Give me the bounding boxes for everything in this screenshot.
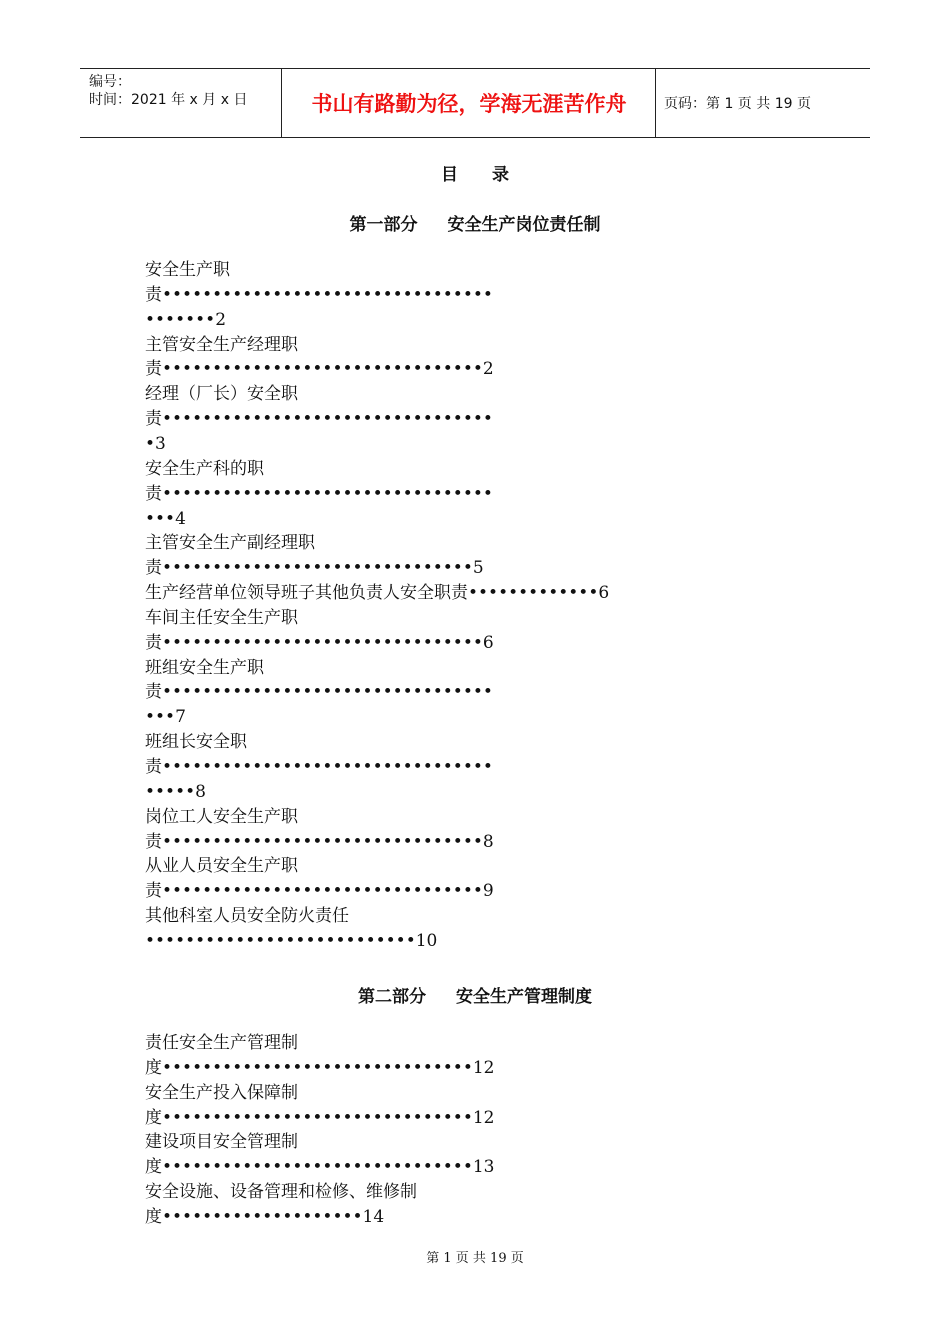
part-heading [0, 210, 950, 235]
toc-line: 度••••••••••••••••••••14 [145, 1206, 385, 1227]
toc-line: 责••••••••••••••••••••••••••••••••• [145, 409, 493, 430]
toc-line: 安全设施、设备管理和检修、维修制 [145, 1182, 417, 1203]
part-heading [0, 982, 950, 1007]
toc-line: •••••••2 [145, 309, 227, 330]
toc-line: •••7 [145, 707, 186, 728]
toc-line: 生产经营单位领导班子其他负责人安全职责•••••••••••••6 [145, 583, 610, 604]
toc-line: 班组安全生产职 [145, 657, 264, 678]
header-meta [89, 73, 247, 109]
toc-title: 目 录 [441, 165, 509, 185]
toc-line: 建设项目安全管理制 [145, 1132, 298, 1153]
part-label: 第一部分 [349, 215, 418, 235]
toc-line: 主管安全生产副经理职 [145, 533, 315, 554]
header-motto: 书山有路勤为径，学海无涯苦作舟 [311, 92, 627, 116]
toc-line: 安全生产投入保障制 [145, 1082, 298, 1103]
toc-line: 责任安全生产管理制 [145, 1033, 298, 1053]
toc-line: 责••••••••••••••••••••••••••••••••9 [145, 881, 494, 902]
document-header [80, 68, 870, 138]
toc-line: 责••••••••••••••••••••••••••••••••2 [145, 359, 494, 380]
toc-line: 责••••••••••••••••••••••••••••••••• [145, 682, 493, 703]
toc-line: 安全生产科的职 [145, 458, 264, 479]
toc-line: 责••••••••••••••••••••••••••••••••• [145, 284, 493, 305]
page-footer: 第 1 页 共 19 页 [426, 1251, 524, 1266]
number-label: 编号： [89, 74, 131, 90]
toc-line: 主管安全生产经理职 [145, 334, 298, 355]
part-label: 第二部分 [358, 987, 426, 1007]
toc-line: 车间主任安全生产职 [145, 607, 298, 628]
toc-line: 责••••••••••••••••••••••••••••••••• [145, 483, 493, 504]
header-page-info: 页码：第 1 页 共 19 页 [664, 96, 811, 112]
toc-line: 经理（厂长）安全职 [145, 384, 298, 405]
time-label: 时间：2021 年 x 月 x 日 [89, 92, 248, 108]
part-title: 安全生产管理制度 [456, 987, 592, 1007]
toc-line: 班组长安全职 [145, 732, 247, 753]
toc-line: •3 [145, 433, 166, 454]
toc-line: 从业人员安全生产职 [145, 856, 298, 877]
toc-line: 度•••••••••••••••••••••••••••••••12 [145, 1057, 495, 1078]
toc-line: 度•••••••••••••••••••••••••••••••12 [145, 1107, 495, 1128]
toc-line: 其他科室人员安全防火责任 [145, 906, 349, 927]
toc-line: 岗位工人安全生产职 [145, 806, 298, 827]
part-title: 安全生产岗位责任制 [447, 215, 601, 235]
toc-line: 责••••••••••••••••••••••••••••••••8 [145, 831, 494, 852]
toc-line: •••4 [145, 508, 186, 529]
toc-line: 责••••••••••••••••••••••••••••••••• [145, 757, 493, 777]
toc-line: 安全生产职 [145, 260, 230, 280]
toc-line: •••••••••••••••••••••••••••10 [145, 930, 438, 951]
toc-line: •••••8 [145, 781, 206, 802]
toc-line: 度•••••••••••••••••••••••••••••••13 [145, 1157, 495, 1178]
toc-line: 责••••••••••••••••••••••••••••••••6 [145, 632, 494, 653]
toc-line: 责•••••••••••••••••••••••••••••••5 [145, 558, 484, 579]
